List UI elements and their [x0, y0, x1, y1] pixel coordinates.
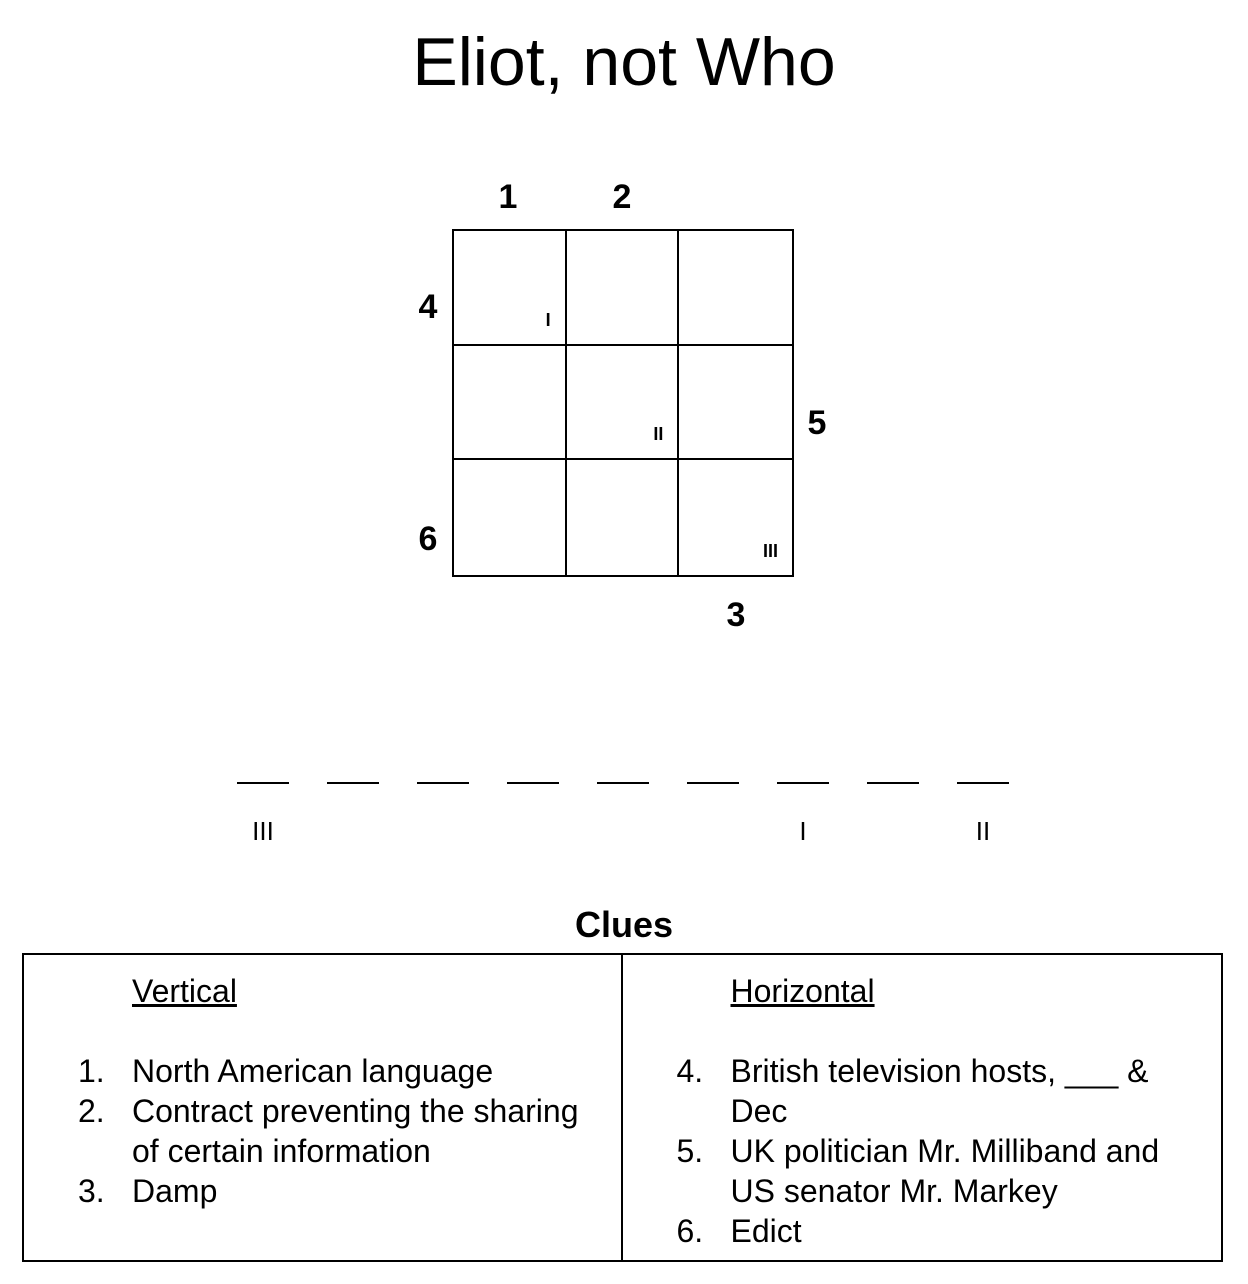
blank-line — [327, 782, 379, 784]
clue-number-2: 2 — [612, 178, 632, 216]
clue-number-6: 6 — [418, 520, 438, 558]
clue-text: Damp — [132, 1173, 218, 1209]
slot-mark: III — [252, 816, 274, 846]
clue-number-5: 5 — [807, 404, 827, 442]
clues-table — [22, 953, 1223, 1262]
clue-num: 6. — [676, 1213, 704, 1249]
clue-text: North American language — [132, 1053, 494, 1089]
slot-mark: I — [799, 816, 807, 846]
grid-cell[interactable] — [567, 346, 680, 461]
blank-line — [867, 782, 919, 784]
grid-cell[interactable] — [567, 460, 680, 575]
clue-number-3: 3 — [726, 596, 746, 634]
clue-item — [24, 1051, 621, 1091]
blank-line — [687, 782, 739, 784]
horizontal-clue-list — [623, 1051, 1222, 1251]
grid-cell[interactable] — [679, 460, 792, 575]
clue-text: British television hosts, ___ & Dec — [730, 1053, 1149, 1129]
clue-num: 3. — [78, 1173, 105, 1209]
grid-cell[interactable] — [454, 460, 567, 575]
vertical-clue-list — [24, 1051, 621, 1211]
slot-mark: II — [975, 816, 991, 846]
vertical-clues-column — [24, 955, 623, 1260]
blank-line — [597, 782, 649, 784]
grid-cell[interactable] — [567, 231, 680, 346]
grid-cell[interactable] — [454, 346, 567, 461]
clue-number-1: 1 — [498, 178, 518, 216]
clue-num: 2. — [78, 1093, 105, 1129]
cell-mark: I — [545, 309, 551, 330]
blank-line — [417, 782, 469, 784]
clues-heading: Clues — [574, 904, 674, 945]
cell-mark: II — [653, 424, 664, 445]
clue-item — [623, 1051, 1222, 1131]
clue-item — [623, 1211, 1222, 1251]
clue-num: 5. — [676, 1133, 704, 1169]
clue-number-4: 4 — [418, 288, 438, 326]
grid-cell[interactable] — [454, 231, 567, 346]
clue-num: 1. — [78, 1053, 105, 1089]
clue-num: 4. — [676, 1053, 704, 1089]
horizontal-clues-column — [623, 955, 1222, 1260]
clue-text: Contract preventing the sharing of certain information — [132, 1093, 579, 1169]
blank-line — [237, 782, 289, 784]
clue-item — [24, 1171, 621, 1211]
page-title: Eliot, not Who — [412, 24, 836, 100]
clue-item — [623, 1131, 1222, 1211]
grid-cell[interactable] — [679, 346, 792, 461]
clue-item — [24, 1091, 621, 1171]
blank-line — [777, 782, 829, 784]
cell-mark: III — [762, 540, 778, 561]
vertical-heading: Vertical — [132, 973, 237, 1009]
blank-line — [507, 782, 559, 784]
clue-text: UK politician Mr. Milliband and US senator Mr. Markey — [730, 1133, 1160, 1209]
blank-line — [957, 782, 1009, 784]
horizontal-heading: Horizontal — [730, 973, 875, 1009]
clue-text: Edict — [730, 1213, 802, 1249]
grid-cell[interactable] — [679, 231, 792, 346]
crossword-grid — [452, 229, 794, 577]
